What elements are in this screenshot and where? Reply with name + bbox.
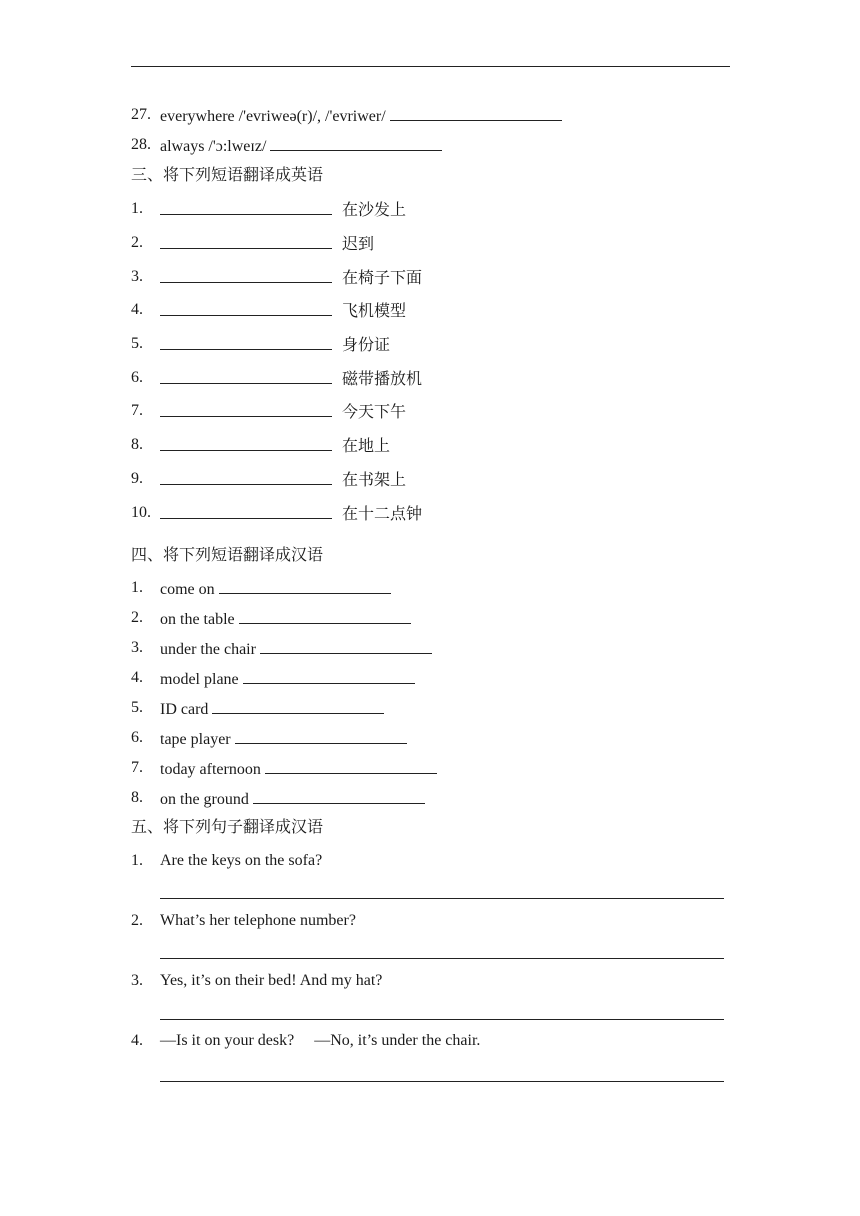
item-number: 6. [131,369,143,386]
answer-blank[interactable] [239,608,411,624]
english-phrase: on the ground [160,791,249,808]
item-number: 3. [131,639,143,656]
english-phrase: under the chair [160,641,256,658]
answer-blank[interactable] [265,758,437,774]
english-phrase: ID card [160,701,209,718]
answer-blank[interactable] [160,368,332,384]
item-number: 28. [131,136,151,153]
item-number: 1. [131,579,143,596]
english-sentence: —Is it on your desk? —No, it’s under the chair. [160,1032,481,1049]
section-5-title: 五、将下列句子翻译成汉语 [131,817,324,836]
chinese-phrase: 在沙发上 [342,200,407,219]
answer-blank[interactable] [260,638,432,654]
item-number: 2. [131,609,143,626]
english-phrase: come on [160,581,215,598]
section-3-title: 三、将下列短语翻译成英语 [131,165,324,184]
answer-line[interactable] [160,1081,724,1082]
chinese-phrase: 今天下午 [342,402,407,421]
chinese-phrase: 飞机模型 [342,301,407,320]
answer-blank[interactable] [160,334,332,350]
vocab-text: everywhere /'evriweə(r)/, /'evriwer/ [160,108,386,125]
header-rule [131,66,730,67]
answer-blank[interactable] [390,105,562,121]
chinese-phrase: 在地上 [342,436,391,455]
answer-blank[interactable] [219,578,391,594]
answer-blank[interactable] [160,469,332,485]
item-number: 6. [131,729,143,746]
chinese-phrase: 迟到 [342,234,375,253]
answer-blank[interactable] [160,199,332,215]
answer-line[interactable] [160,1019,724,1020]
english-sentence: Yes, it’s on their bed! And my hat? [160,972,383,989]
chinese-phrase: 身份证 [342,335,391,354]
answer-blank[interactable] [253,788,425,804]
item-number: 10. [131,504,151,521]
english-phrase: today afternoon [160,761,261,778]
item-number: 4. [131,669,143,686]
item-number: 7. [131,759,143,776]
answer-line[interactable] [160,898,724,899]
english-sentence: What’s her telephone number? [160,912,356,929]
item-number: 8. [131,789,143,806]
answer-blank[interactable] [270,135,442,151]
item-number: 7. [131,402,143,419]
english-phrase: on the table [160,611,235,628]
english-sentence: Are the keys on the sofa? [160,852,323,869]
answer-blank[interactable] [160,300,332,316]
english-phrase: tape player [160,731,231,748]
answer-blank[interactable] [212,698,384,714]
answer-blank[interactable] [160,267,332,283]
item-number: 4. [131,1032,143,1049]
item-number: 5. [131,699,143,716]
item-number: 1. [131,852,143,869]
item-number: 2. [131,912,143,929]
item-number: 4. [131,301,143,318]
section-4-title: 四、将下列短语翻译成汉语 [131,545,324,564]
answer-blank[interactable] [160,233,332,249]
item-number: 5. [131,335,143,352]
vocab-text: always /'ɔ:lweɪz/ [160,138,267,155]
item-number: 9. [131,470,143,487]
item-number: 2. [131,234,143,251]
answer-blank[interactable] [160,435,332,451]
item-number: 3. [131,972,143,989]
english-phrase: model plane [160,671,239,688]
item-number: 8. [131,436,143,453]
chinese-phrase: 磁带播放机 [342,369,423,388]
chinese-phrase: 在十二点钟 [342,504,423,523]
answer-blank[interactable] [160,503,332,519]
item-number: 27. [131,106,151,123]
chinese-phrase: 在书架上 [342,470,407,489]
item-number: 1. [131,200,143,217]
item-number: 3. [131,268,143,285]
answer-blank[interactable] [235,728,407,744]
answer-line[interactable] [160,958,724,959]
answer-blank[interactable] [160,401,332,417]
chinese-phrase: 在椅子下面 [342,268,423,287]
answer-blank[interactable] [243,668,415,684]
